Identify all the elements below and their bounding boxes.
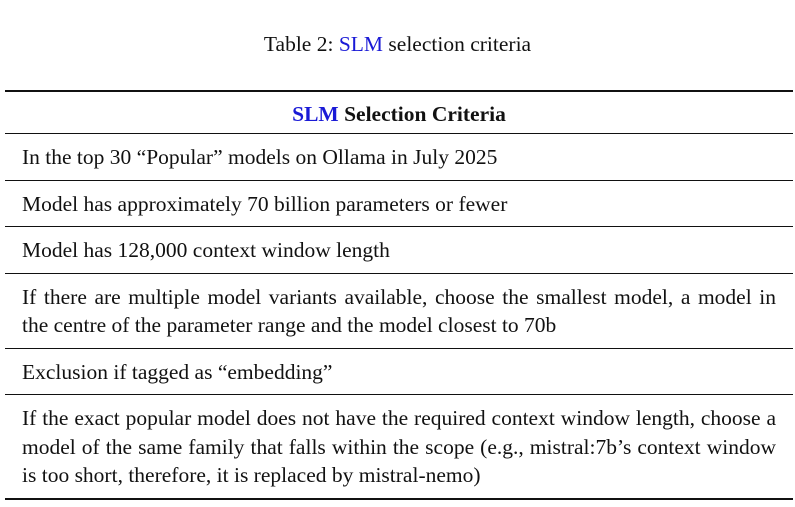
table-row: Model has 128,000 context window length [5, 226, 793, 273]
table-row: If the exact popular model does not have the required context window length, choose a model of the same family that falls within the scope (e.g., mistral:7b’s context window is too short, therefore, it is replaced by mistral-nemo) [5, 394, 793, 498]
criteria-table [5, 90, 793, 500]
table-caption [0, 30, 795, 58]
table-header [5, 92, 793, 134]
table-row: If there are multiple model variants available, choose the smallest model, a model in the centre of the parameter range and the model closest to 70b [5, 273, 793, 348]
table-row: Model has approximately 70 billion parameters or fewer [5, 180, 793, 227]
table-row: In the top 30 “Popular” models on Ollama in July 2025 [22, 145, 498, 169]
caption-label: Table 2: [263, 32, 334, 56]
header-acronym-link[interactable]: SLM [292, 102, 339, 126]
header-title: Selection Criteria [344, 102, 506, 126]
caption-acronym-link[interactable]: SLM [338, 32, 384, 56]
caption-text: selection criteria [388, 32, 532, 56]
table-row: Exclusion if tagged as “embedding” [5, 348, 793, 395]
